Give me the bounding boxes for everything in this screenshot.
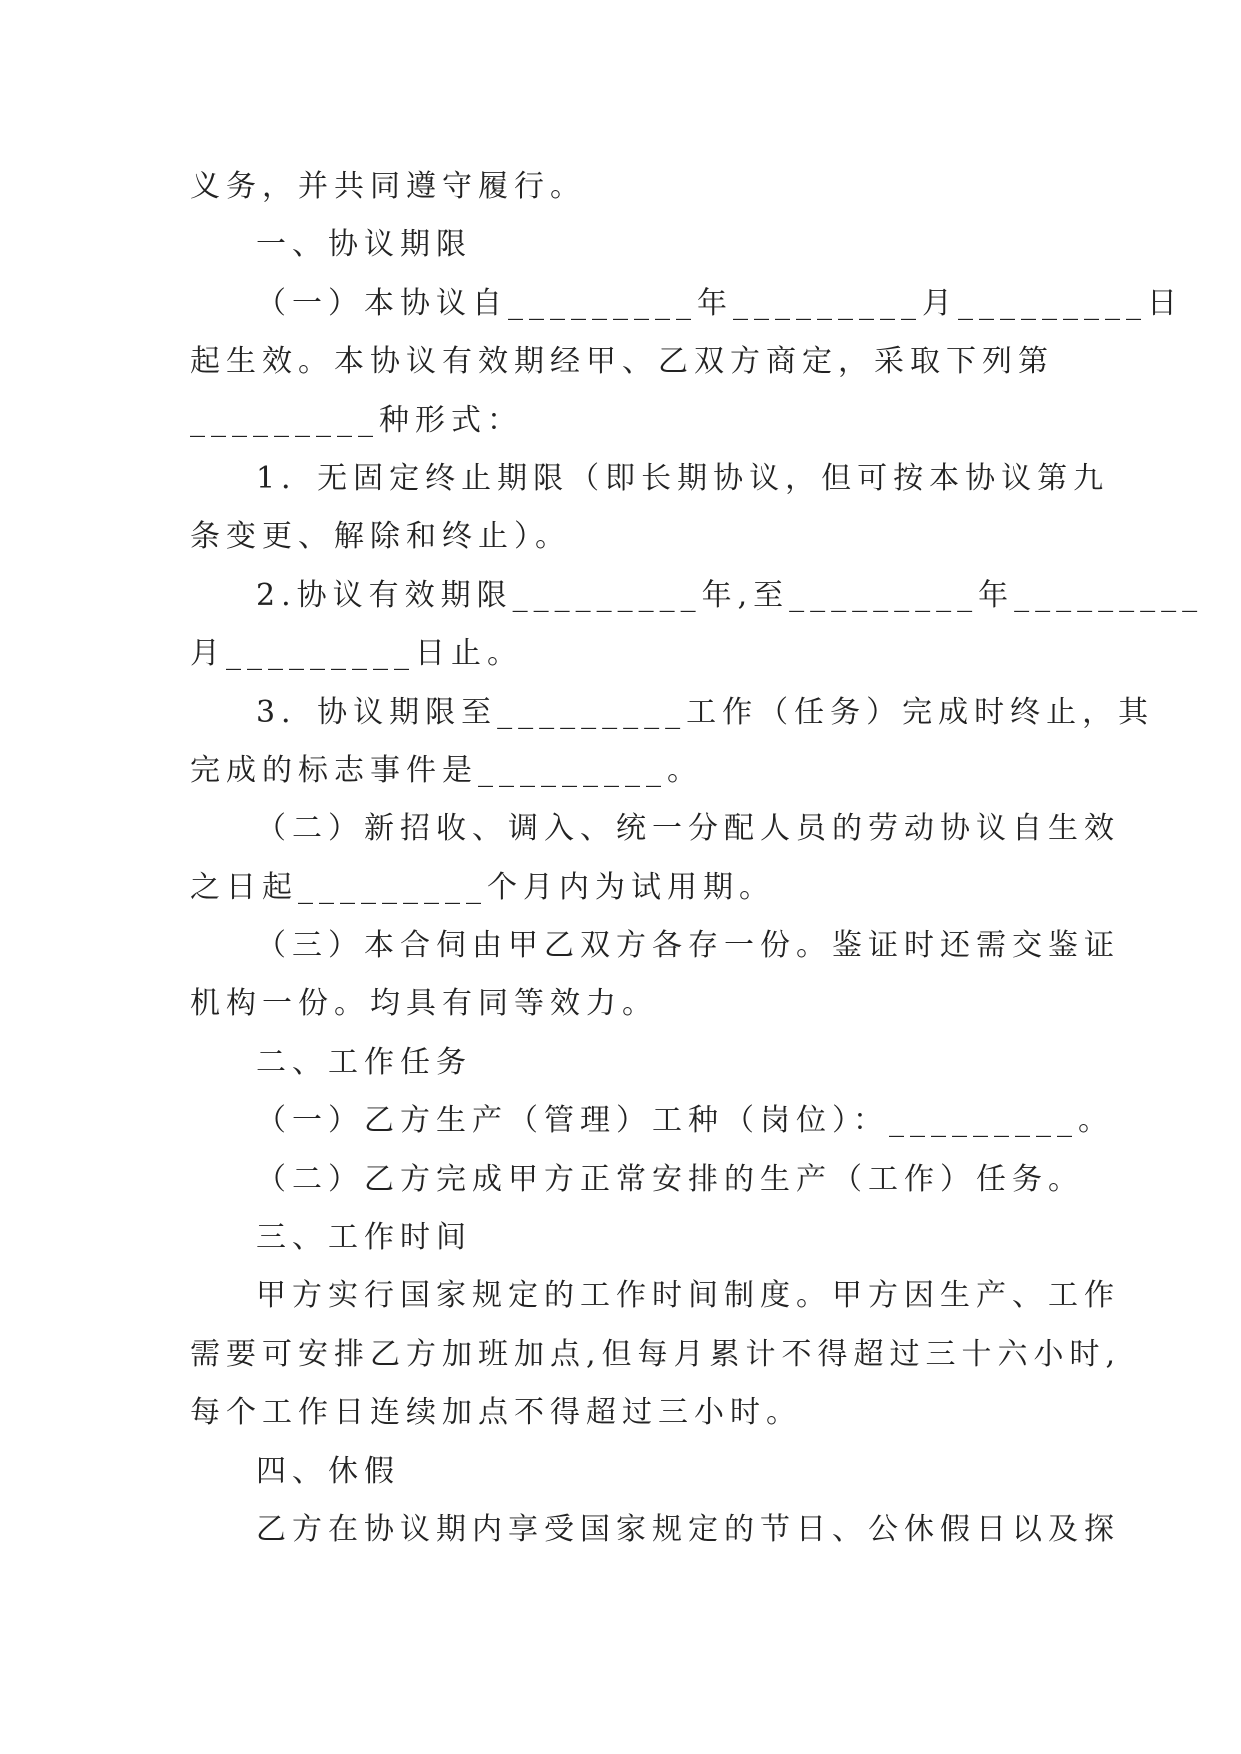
text-line: 之日起_________个月内为试用期。: [190, 869, 775, 905]
text-line: 每个工作日连续加点不得超过三小时。: [190, 1395, 802, 1431]
text-line: 条变更、解除和终止）。: [190, 519, 571, 555]
section-heading: 一、协议期限: [256, 227, 472, 263]
text-line: （一）本协议自_________年_________月_________日: [256, 285, 1183, 321]
section-heading: 四、休假: [256, 1453, 400, 1489]
text-line: 乙方在协议期内享受国家规定的节日、公休假日以及探: [256, 1511, 1120, 1547]
text-line: 义务，并共同遵守履行。: [190, 169, 586, 204]
text-line: 月_________日止。: [190, 636, 523, 672]
text-line: （二）乙方完成甲方正常安排的生产（工作）任务。: [256, 1161, 1084, 1197]
text-line: _________种形式：: [190, 402, 523, 438]
text-line: 完成的标志事件是_________。: [190, 752, 703, 788]
section-heading: 三、工作时间: [256, 1220, 472, 1256]
text-line: （一）乙方生产（管理）工种（岗位）：_________。: [256, 1103, 1114, 1139]
text-line: 1．无固定终止期限（即长期协议，但可按本协议第九: [256, 460, 1110, 496]
document-body: [190, 158, 1204, 1559]
text-line: 2.协议有效期限_________年,至_________年_________: [256, 577, 1204, 613]
text-line: 3．协议期限至_________工作（任务）完成时终止，其: [256, 694, 1155, 730]
text-line: 起生效。本协议有效期经甲、乙双方商定，采取下列第: [190, 344, 1054, 380]
text-line: （三）本合伺由甲乙双方各存一份。鉴证时还需交鉴证: [256, 928, 1120, 964]
section-heading: 二、工作任务: [256, 1044, 472, 1080]
text-line: （二）新招收、调入、统一分配人员的劳动协议自生效: [256, 811, 1120, 847]
text-line: 机构一份。均具有同等效力。: [190, 986, 658, 1022]
text-line: 需要可安排乙方加班加点,但每月累计不得超过三十六小时,: [190, 1336, 1122, 1372]
text-line: 甲方实行国家规定的工作时间制度。甲方因生产、工作: [256, 1278, 1120, 1314]
